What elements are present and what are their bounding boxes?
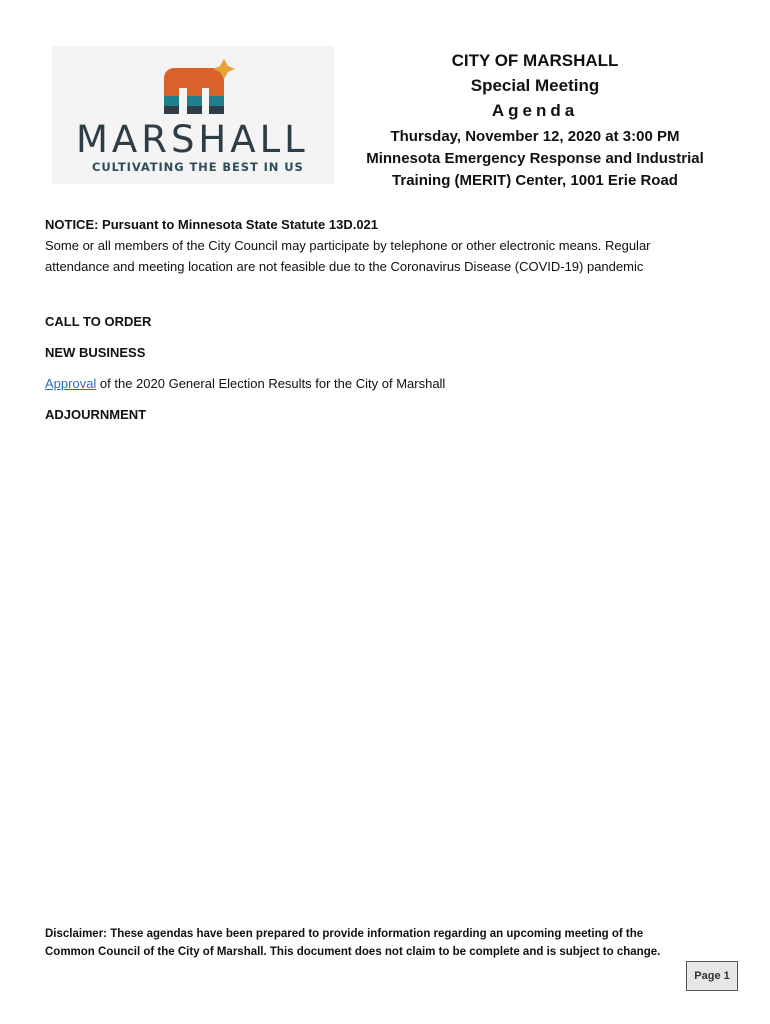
header-date: Thursday, November 12, 2020 at 3:00 PM <box>390 128 680 145</box>
agenda-call-to-order: CALL TO ORDER <box>45 314 152 329</box>
marshall-m-icon <box>52 46 334 126</box>
agenda-item-approval <box>45 376 445 391</box>
m-leg-left-orange <box>164 80 179 96</box>
m-leg-mid-navy <box>187 106 202 114</box>
notice-body-line1: Some or all members of the City Council may participate by telephone or other electronic means. Regular <box>45 238 651 253</box>
m-leg-mid-teal <box>187 96 202 106</box>
agenda-adjournment: ADJOURNMENT <box>45 407 147 422</box>
m-leg-right-orange <box>209 80 224 96</box>
header-venue-line2: Training (MERIT) Center, 1001 Erie Road <box>392 172 678 189</box>
header-agenda: Agenda <box>491 101 579 120</box>
disclaimer-line1: Disclaimer: These agendas have been prepared to provide information regarding an upcoming meeting of the <box>45 928 644 940</box>
agenda-new-business: NEW BUSINESS <box>45 345 146 360</box>
m-leg-mid-orange <box>187 80 202 96</box>
logo-tagline: CULTIVATING THE BEST IN US <box>92 160 304 174</box>
disclaimer-line2: Common Council of the City of Marshall. This document does not claim to be complete and is subject to change. <box>45 946 661 958</box>
header-venue-line1: Minnesota Emergency Response and Industrial <box>366 150 704 167</box>
m-leg-left-teal <box>164 96 179 106</box>
page-number-badge: Page 1 <box>686 961 738 991</box>
approval-link[interactable]: Approval <box>45 376 97 391</box>
m-leg-left-navy <box>164 106 179 114</box>
header-city: CITY OF MARSHALL <box>451 51 619 70</box>
city-logo <box>52 46 334 184</box>
header-meeting-type: Special Meeting <box>470 76 600 95</box>
notice-body-line2: attendance and meeting location are not feasible due to the Coronavirus Disease (COVID-19) pandemic <box>45 259 644 274</box>
notice-section <box>45 214 725 277</box>
notice-title: NOTICE: Pursuant to Minnesota State Statute 13D.021 <box>45 217 379 232</box>
disclaimer <box>45 925 705 961</box>
m-leg-right-navy <box>209 106 224 114</box>
agenda-header <box>350 48 720 192</box>
agenda-item-text: of the 2020 General Election Results for the City of Marshall <box>96 376 446 391</box>
m-leg-right-teal <box>209 96 224 106</box>
logo-wordmark: MARSHALL <box>76 118 309 161</box>
